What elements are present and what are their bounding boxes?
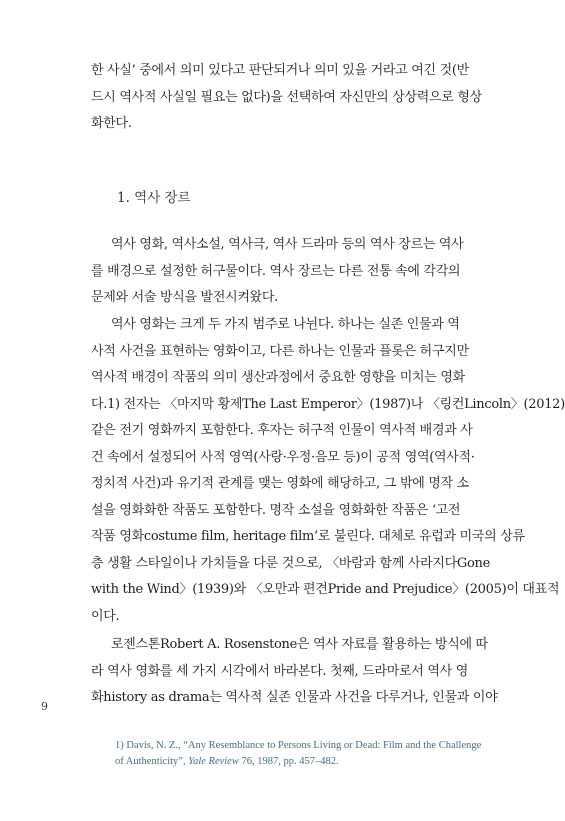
rosenstone-paragraph (91, 632, 498, 712)
page-number: 9 (41, 700, 48, 713)
rosenstone-line-3: 화history as drama는 역사적 실존 인물과 사건을 다루거나, 인물과 이야 (91, 690, 498, 705)
categories-line-9: 작품 영화costume film, heritage film’로 불린다. 대체로 유럽과 미국의 상류 (91, 529, 525, 544)
rosenstone-line-2: 라 역사 영화를 세 가지 시각에서 바라본다. 첫째, 드라마로서 역사 영 (91, 663, 468, 679)
intro-line-2: 드시 역사적 사실일 필요는 없다)을 선택하여 자신만의 상상력으로 형상 (91, 89, 482, 105)
footnote-citation: 1) Davis, N. Z., “Any Resemblance to Persons Living or Dead: Film and the Challenge of Authenticity”, (115, 740, 482, 767)
footnote-journal: Yale Review (188, 756, 239, 767)
rosenstone-line-1: 로젠스톤Robert A. Rosenstone은 역사 자료를 활용하는 방식에 따 (111, 637, 488, 652)
section-heading: 1. 역사 장르 (117, 190, 191, 206)
categories-line-12: 이다. (91, 608, 120, 624)
intro-paragraph (91, 58, 482, 138)
intro-line-1: 한 사실’ 중에서 의미 있다고 판단되거나 의미 있을 거라고 여긴 것(반 (91, 63, 469, 78)
categories-line-2: 사적 사건을 표현하는 영화이고, 다른 하나는 인물과 플롯은 허구지만 (91, 343, 469, 359)
categories-line-3: 역사적 배경이 작품의 의미 생산과정에서 중요한 영향을 미치는 영화 (91, 370, 465, 385)
categories-line-6: 건 속에서 설정되어 사적 영역(사랑·우정·음모 등)이 공적 영역(역사적· (91, 449, 475, 465)
categories-line-7: 정치적 사건)과 유기적 관계를 맺는 영화에 해당하고, 그 밖에 명작 소 (91, 476, 469, 491)
categories-line-5: 같은 전기 영화까지 포함한다. 후자는 허구적 인물이 역사적 배경과 사 (91, 423, 473, 438)
categories-line-11: with the Wind〉(1939)와 〈오만과 편견Pride and Prejudice〉(2005)이 대표적 (91, 582, 560, 597)
categories-paragraph (91, 312, 565, 630)
categories-line-4: 다.1) 전자는 〈마지막 황제The Last Emperor〉(1987)나 〈링컨Lincoln〉(2012) (91, 396, 565, 412)
footnote (115, 738, 485, 770)
categories-line-1: 역사 영화는 크게 두 가지 범주로 나뉜다. 하나는 실존 인물과 역 (111, 317, 460, 332)
genre-line-1: 역사 영화, 역사소설, 역사극, 역사 드라마 등의 역사 장르는 역사 (111, 237, 464, 252)
genre-line-2: 를 배경으로 설정한 허구물이다. 역사 장르는 다른 전통 속에 각각의 (91, 263, 461, 279)
categories-line-8: 설을 영화화한 작품도 포함한다. 명작 소설을 영화화한 작품은 ‘고전 (91, 502, 461, 518)
footnote-pages: 76, 1987, pp. 457–482. (241, 756, 339, 767)
genre-paragraph (91, 232, 466, 312)
intro-line-3: 화한다. (91, 116, 132, 131)
genre-line-3: 문제와 서술 방식을 발전시켜왔다. (91, 290, 278, 305)
categories-line-10: 층 생활 스타일이나 가치들을 다룬 것으로, 〈바람과 함께 사라지다Gone (91, 555, 490, 571)
